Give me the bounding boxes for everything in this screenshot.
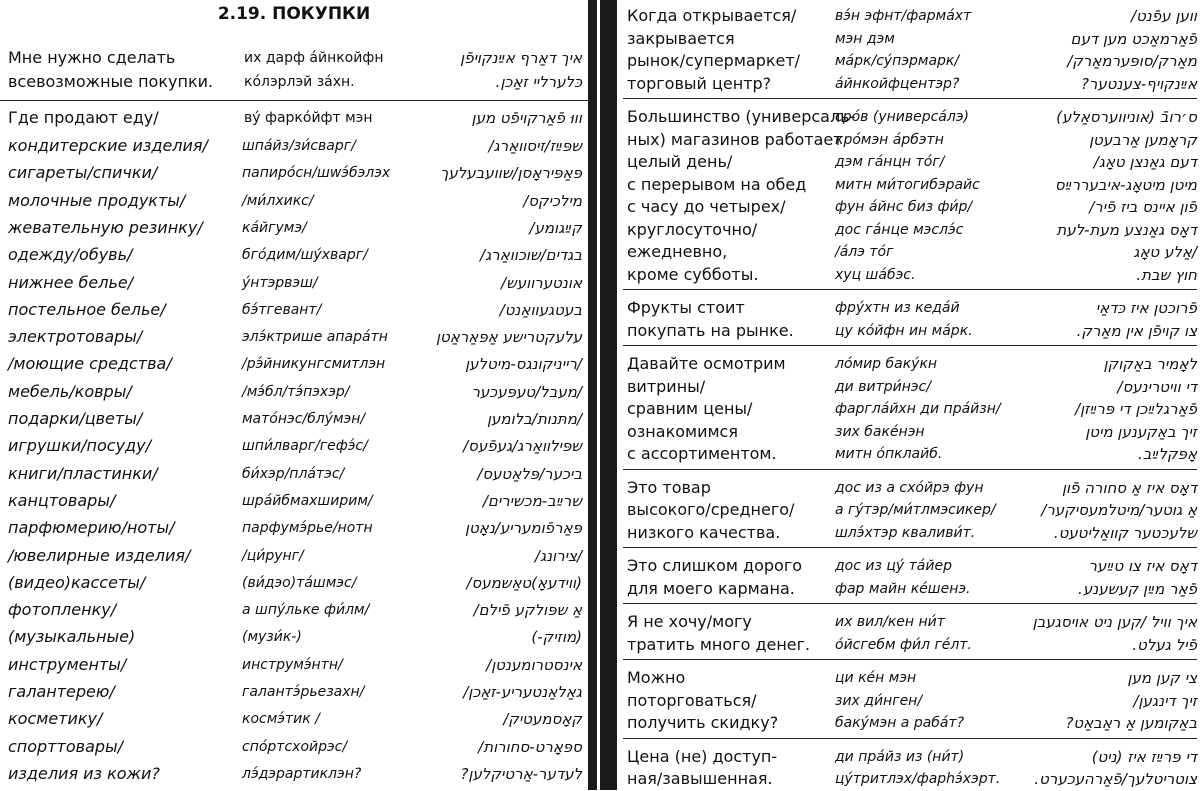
russian-text: поторговаться/: [627, 690, 757, 710]
transcription-text: их дарф áйнкойфн: [244, 50, 384, 66]
yiddish-text: /רייניקונגס-מיטלען: [465, 355, 582, 374]
yiddish-text: אינסטרומענטן/: [486, 655, 582, 674]
phrase-row: [0, 489, 588, 513]
divider-rule: [623, 659, 1197, 660]
phrase-row: [0, 106, 588, 130]
transcription-text: цýтритлэх/фарhэ́хэрт.: [835, 771, 1001, 787]
russian-text: нижнее белье/: [8, 272, 134, 292]
yiddish-text: שלעכטער קוואַליטעט.: [1053, 523, 1197, 542]
russian-text: инструменты/: [8, 654, 127, 674]
russian-text: всевозможные покупки.: [8, 72, 214, 91]
phrase-row: [0, 189, 588, 213]
phrase-row: [0, 134, 588, 158]
yiddish-text: קראָמען אַרבעטן: [1089, 130, 1197, 149]
yiddish-text: ס׳רובֿ (אוניווערסאַלע): [1056, 108, 1197, 126]
phrase-row: [617, 397, 1202, 421]
phrase-row: [0, 325, 588, 349]
phrase-row: [617, 128, 1202, 152]
russian-text: с перерывом на обед: [627, 174, 807, 194]
transcription-text: (музи́к-): [242, 629, 302, 646]
phrase-row: [617, 767, 1202, 791]
left-page: [0, 0, 588, 790]
russian-text: мебель/ковры/: [8, 381, 132, 401]
yiddish-text: פֿאַרגלײַכן די פּרײַזן/: [1075, 400, 1197, 418]
transcription-text: парфумэ́рье/нотн: [242, 520, 373, 537]
yiddish-text: דאָס איז צו טײַער: [1088, 557, 1197, 575]
phrase-row: [617, 711, 1202, 735]
russian-text: галантерею/: [8, 682, 115, 701]
phrase-row: [617, 666, 1202, 690]
phrase-row: [617, 263, 1202, 287]
yiddish-text: בעטגעוואַנט/: [499, 300, 582, 319]
yiddish-text: אַ שפּולקע פֿילם/: [473, 601, 582, 620]
phrase-row: [617, 72, 1202, 96]
transcription-text: дос из а схóйрэ фун: [835, 479, 984, 496]
phrase-row: [0, 516, 588, 540]
russian-text: игрушки/посуду/: [8, 436, 151, 456]
russian-text: Большинство (универсаль-: [627, 107, 856, 126]
phrase-row: [617, 577, 1202, 601]
phrase-row: [0, 46, 588, 70]
transcription-text: кáйгумэ/: [242, 219, 307, 236]
transcription-text: цу кóйфн ин мáрк.: [835, 322, 973, 339]
transcription-text: áйнкойфцентэр?: [835, 75, 960, 92]
russian-text: Фрукты стоит: [627, 298, 745, 317]
phrase-row: [617, 610, 1202, 634]
russian-text: жевательную резинку/: [8, 217, 203, 237]
russian-text: круглосуточно/: [627, 219, 758, 239]
phrase-row: [617, 442, 1202, 466]
yiddish-text: (ווידעאָ)טאַשמעס/: [466, 573, 582, 592]
transcription-text: крóмэн áрбэтн: [835, 131, 944, 148]
russian-text: с ассортиментом.: [627, 444, 777, 463]
transcription-text: /áлэ тóг: [835, 244, 894, 260]
phrase-row: [0, 653, 588, 677]
yiddish-text: איך וויל /קען ניט אויסגעבן: [1032, 613, 1197, 631]
phrase-row: [0, 571, 588, 595]
phrase-row: [617, 375, 1202, 399]
phrase-row: [617, 745, 1202, 769]
phrase-row: [0, 216, 588, 240]
yiddish-text: ביכער/פּלאַטעס/: [477, 464, 582, 483]
russian-text: Это товар: [627, 477, 711, 497]
yiddish-text: פּאַרפֿומעריע/נאָטן: [464, 519, 582, 538]
yiddish-text: באַקומען אַ ראַבאַט?: [1065, 714, 1197, 732]
phrase-row: [617, 49, 1202, 73]
transcription-text: элэ́ктрише апарáтн: [242, 329, 388, 346]
transcription-text: митн óпклайб.: [835, 446, 943, 462]
russian-text: сигареты/спички/: [8, 163, 158, 183]
transcription-text: ци кéн мэн: [835, 670, 917, 686]
phrase-row: [0, 434, 588, 458]
yiddish-text: (מוזיק-): [531, 628, 582, 647]
yiddish-text: מאַרק/סופּערמאַרק/: [1067, 52, 1197, 70]
transcription-text: ди витри́нэс/: [835, 378, 931, 395]
transcription-text: /ми́лхикс/: [242, 192, 314, 209]
transcription-text: дос из цý тáйер: [835, 558, 952, 574]
phrase-row: [617, 240, 1202, 264]
transcription-text: шпи́лварг/гефэ́с/: [242, 438, 368, 455]
russian-text: ежедневно,: [627, 242, 728, 261]
russian-text: ознакомимся: [627, 421, 738, 441]
yiddish-text: שרײַב-מכשירים/: [482, 491, 582, 510]
russian-text: для моего кармана.: [627, 578, 795, 598]
transcription-text: лóмир бакýкн: [835, 356, 938, 372]
transcription-text: фарглáйхн ди прáйзн/: [835, 401, 1001, 417]
russian-text: ная/завышенная.: [627, 769, 773, 788]
phrase-row: [617, 173, 1202, 197]
russian-text: спорттовары/: [8, 736, 124, 756]
yiddish-text: דאָס איז אַ סחורה פֿון: [1061, 478, 1197, 497]
transcription-text: бгóдим/шýхварг/: [242, 247, 368, 264]
russian-text: книги/пластинки/: [8, 463, 158, 483]
phrase-row: [0, 407, 588, 431]
divider-rule: [623, 547, 1197, 548]
russian-text: Когда открывается/: [627, 6, 797, 25]
yiddish-text: ווען עפֿנט/: [1131, 7, 1197, 25]
phrase-row: [617, 476, 1202, 500]
phrase-row: [0, 271, 588, 295]
russian-text: косметику/: [8, 709, 103, 729]
transcription-text: шрáйбмахширим/: [242, 492, 373, 509]
phrase-row: [0, 462, 588, 486]
phrase-row: [0, 680, 588, 704]
phrase-row: [0, 161, 588, 185]
yiddish-text: /צירונג/: [534, 546, 582, 565]
russian-text: /ювелирные изделия/: [8, 545, 191, 565]
yiddish-text: צוטריטלעך/פֿאַרהעכערט.: [1034, 770, 1197, 788]
russian-text: канцтовары/: [8, 490, 116, 510]
yiddish-text: כּלערליי זאַכן.: [495, 73, 582, 91]
divider-rule: [623, 469, 1197, 470]
yiddish-text: פֿון איינס ביז פֿיר/: [1089, 198, 1197, 216]
russian-text: кроме субботы.: [627, 264, 759, 284]
transcription-text: фрýхтн из кедáй: [835, 300, 960, 316]
transcription-text: /мэ́бл/тэ́пэхэр/: [242, 383, 350, 400]
russian-text: Цена (не) доступ-: [627, 746, 778, 766]
phrase-row: [0, 598, 588, 622]
phrase-row: [0, 735, 588, 759]
phrase-row: [0, 70, 588, 94]
phrase-row: [617, 195, 1202, 219]
transcription-text: хуц шáбэс.: [835, 266, 916, 283]
yiddish-text: /אַלע טאָג: [1133, 243, 1197, 261]
transcription-text: инструмэ́нтн/: [242, 656, 343, 673]
yiddish-text: איך דאַרף אײַנקויפֿן: [460, 49, 582, 67]
russian-text: сравним цены/: [627, 399, 753, 418]
transcription-text: матóнэс/блýмэн/: [242, 411, 366, 427]
russian-text: получить скидку?: [627, 713, 779, 732]
russian-text: /моющие средства/: [8, 354, 172, 374]
phrase-row: [617, 319, 1202, 343]
phrase-row: [0, 707, 588, 731]
divider-rule: [623, 98, 1197, 99]
transcription-text: би́хэр/плáтэс/: [242, 465, 345, 482]
phrase-row: [617, 689, 1202, 713]
phrase-row: [0, 298, 588, 322]
phrase-row: [617, 150, 1202, 174]
transcription-text: дос гáнце мэслэ́с: [835, 221, 964, 238]
phrase-row: [617, 554, 1202, 578]
phrase-row: [617, 27, 1202, 51]
russian-text: Где продают еду/: [8, 108, 159, 127]
divider-rule: [623, 603, 1197, 604]
yiddish-text: אָפּקלײַב.: [1137, 445, 1197, 463]
russian-text: (видео)кассеты/: [8, 572, 146, 592]
transcription-text: а шпýльке фи́лм/: [242, 602, 370, 619]
transcription-text: галантэ́рьезахн/: [242, 684, 365, 700]
phrase-row: [0, 380, 588, 404]
yiddish-text: דעם גאַנצן טאָג/: [1093, 153, 1197, 171]
yiddish-text: בגדים/שוכוואַרג/: [480, 246, 582, 265]
transcription-text: вэ́н эфнт/фармáхт: [835, 8, 972, 24]
yiddish-text: חוץ שבת.: [1136, 265, 1197, 284]
transcription-text: вý фаркóйфт мэн: [244, 110, 373, 126]
russian-text: рынок/супермаркет/: [627, 51, 801, 70]
transcription-text: бэ́тгевант/: [242, 301, 322, 318]
yiddish-text: קײַגומע/: [529, 218, 582, 237]
phrase-row: [617, 296, 1202, 320]
yiddish-text: מילכיקס/: [523, 191, 582, 210]
transcription-text: (ви́дэо)тáшмэс/: [242, 574, 357, 591]
transcription-text: зих ди́нген/: [835, 692, 923, 709]
yiddish-text: גאַלאַנטעריע-זאַכן/: [463, 683, 582, 701]
transcription-text: фар майн кéшенэ.: [835, 580, 971, 597]
russian-text: с часу до четырех/: [627, 197, 786, 216]
russian-text: молочные продукты/: [8, 190, 186, 210]
yiddish-text: די פּרײַז איז (ניט): [1091, 747, 1197, 766]
right-page: [617, 0, 1202, 790]
russian-text: подарки/цветы/: [8, 409, 143, 428]
yiddish-text: צי קען מען: [1127, 669, 1197, 687]
yiddish-text: פֿאַרמאַכט מען דעם: [1070, 29, 1197, 48]
phrase-row: [617, 633, 1202, 657]
divider-rule: [623, 289, 1197, 290]
yiddish-text: אײַנקויף-צענטער?: [1080, 74, 1197, 93]
transcription-text: срóв (универсáлэ): [835, 109, 969, 125]
russian-text: Я не хочу/могу: [627, 612, 752, 631]
russian-text: одежду/обувь/: [8, 245, 133, 265]
phrase-row: [0, 762, 588, 786]
yiddish-text: צו קויפֿן אין מאַרק.: [1076, 321, 1197, 340]
yiddish-text: פּאַפּיראָסן/שוועבעלעך: [440, 164, 582, 183]
yiddish-text: לעדער-אַרטיקלען?: [460, 764, 582, 783]
russian-text: изделия из кожи?: [8, 763, 160, 783]
russian-text: закрывается: [627, 28, 735, 48]
russian-text: низкого качества.: [627, 522, 781, 542]
transcription-text: ýнтэрвэш/: [242, 274, 318, 291]
transcription-text: /ци́рунг/: [242, 547, 304, 564]
transcription-text: митн ми́тогибэрайс: [835, 176, 980, 193]
yiddish-text: ספּאָרט-סחורות/: [478, 737, 582, 756]
phrase-row: [617, 498, 1202, 522]
divider-rule: [623, 738, 1197, 739]
yiddish-text: לאָמיר באַקוקן: [1103, 355, 1197, 373]
transcription-text: спóртсхойрэс/: [242, 738, 348, 755]
divider-rule: [0, 100, 588, 101]
phrase-row: [617, 4, 1202, 28]
yiddish-text: מיטן מיטאָג-איבעררײַס: [1054, 175, 1197, 194]
phrase-row: [0, 352, 588, 376]
yiddish-text: פֿרוכטן איז כּדאַי: [1095, 299, 1197, 317]
russian-text: парфюмерию/ноты/: [8, 518, 175, 538]
russian-text: постельное белье/: [8, 299, 166, 319]
phrase-row: [0, 544, 588, 568]
yiddish-text: אַ גוטער/מיטלמעסיקער/: [1041, 501, 1197, 519]
transcription-text: их вил/кен ни́т: [835, 614, 945, 630]
yiddish-text: קאָסמעטיק/: [503, 710, 582, 729]
yiddish-text: פֿאַר מײַן קעשענע.: [1078, 579, 1197, 598]
transcription-text: космэ́тик /: [242, 711, 320, 728]
yiddish-text: וווּ פֿאַרקויפֿט מען: [471, 109, 582, 127]
transcription-text: зих бакéнэн: [835, 423, 925, 440]
transcription-text: лэ́дэрартиклэн?: [242, 765, 362, 782]
russian-text: высокого/среднего/: [627, 500, 795, 519]
transcription-text: фун áйнс биз фи́р/: [835, 199, 973, 215]
russian-text: Мне нужно сделать: [8, 48, 176, 67]
transcription-text: дэм гáнцн тóг/: [835, 154, 945, 170]
yiddish-text: זיך דינגען/: [1133, 691, 1197, 710]
transcription-text: папирóсн/шwэ́бэлэх: [242, 165, 391, 182]
yiddish-text: די וויטרינעס/: [1117, 377, 1197, 396]
russian-text: торговый центр?: [627, 73, 772, 93]
transcription-text: шпáйз/зи́сварг/: [242, 138, 356, 154]
yiddish-text: פֿיל געלט.: [1132, 635, 1197, 654]
phrase-row: [617, 420, 1202, 444]
russian-text: кондитерские изделия/: [8, 136, 208, 155]
transcription-text: шлэ́хтэр кваливи́т.: [835, 524, 976, 541]
phrase-row: [617, 352, 1202, 376]
yiddish-text: /מעבל/טעפּעכער: [471, 382, 582, 401]
russian-text: тратить много денег.: [627, 634, 811, 654]
russian-text: ных) магазинов работает: [627, 129, 843, 149]
russian-text: покупать на рынке.: [627, 320, 794, 340]
yiddish-text: דאָס גאַנצע מעת-לעת: [1056, 220, 1197, 239]
yiddish-text: /מתּנות/בלומען: [486, 410, 582, 428]
page-gutter: [588, 0, 617, 790]
russian-text: фотопленку/: [8, 600, 117, 620]
phrase-row: [617, 105, 1202, 129]
russian-text: (музыкальные): [8, 627, 136, 647]
transcription-text: мэн дэм: [835, 30, 895, 47]
transcription-text: бакýмэн а рабáт?: [835, 715, 965, 731]
transcription-text: кóлэрлэй зáхн.: [244, 74, 355, 90]
section-title: 2.19. ПОКУПКИ: [217, 4, 371, 24]
yiddish-text: שפּילוואַרג/געפֿעס/: [463, 437, 582, 456]
phrase-row: [617, 521, 1202, 545]
russian-text: Давайте осмотрим: [627, 354, 786, 373]
yiddish-text: זיך באַקענען מיטן: [1085, 422, 1197, 441]
transcription-text: а гýтэр/ми́тлмэсикер/: [835, 502, 996, 518]
phrase-row: [617, 218, 1202, 242]
russian-text: целый день/: [627, 152, 733, 171]
yiddish-text: אונטערוועש/: [501, 273, 582, 292]
yiddish-text: עלעקטרישע אַפּאַראַטן: [435, 328, 582, 347]
yiddish-text: שפּײַז/זיסוואַרג/: [488, 137, 582, 155]
transcription-text: мáрк/сýпэрмарк/: [835, 53, 960, 69]
russian-text: Это слишком дорого: [627, 556, 803, 575]
transcription-text: /рэ́йникунгсмитлэн: [242, 356, 386, 373]
transcription-text: óйсгебм фи́л гéлт.: [835, 636, 972, 653]
phrase-row: [0, 625, 588, 649]
russian-text: электротовары/: [8, 327, 143, 347]
russian-text: Можно: [627, 668, 686, 687]
phrase-row: [0, 243, 588, 267]
transcription-text: ди прáйз из (ни́т): [835, 748, 965, 765]
russian-text: витрины/: [627, 376, 706, 396]
divider-rule: [623, 345, 1197, 346]
